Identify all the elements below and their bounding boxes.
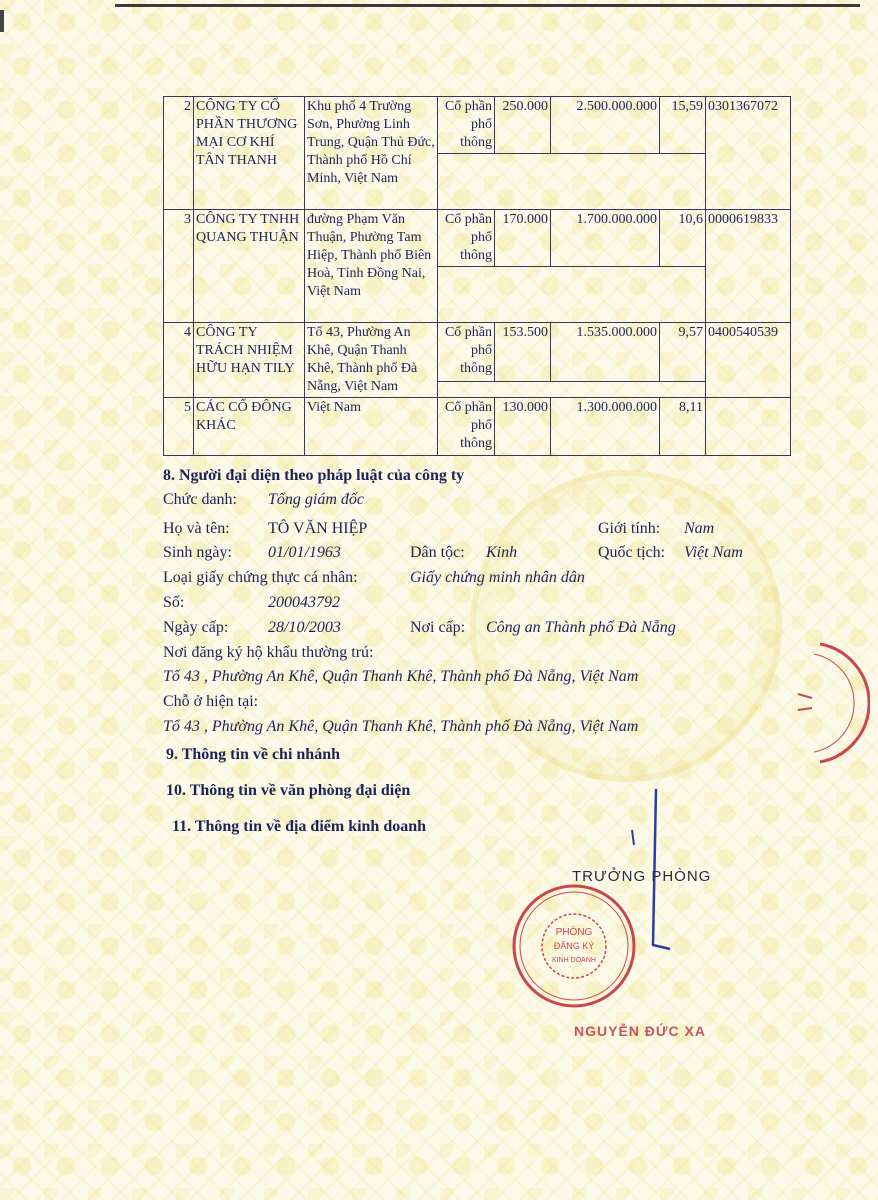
issue-place-label: Nơi cấp: [410, 619, 466, 636]
dob-label: Sinh ngày: [163, 544, 232, 561]
stamp-text-top: PHÒNG [555, 927, 593, 938]
share-type: Cổ phần phổ thông [438, 210, 495, 267]
signer-name: NGUYỄN ĐỨC XA [574, 1023, 706, 1039]
current-address-label: Chỗ ở hiện tại: [163, 693, 259, 710]
registration-number: 0000619833 [706, 210, 791, 323]
idtype-value: Giấy chứng minh nhân dân [410, 569, 585, 586]
partial-stamp-edge [790, 638, 870, 768]
empty-cell [438, 267, 706, 323]
shareholder-address: Tổ 43, Phường An Khê, Quận Thanh Khê, Thành phố Đà Nẵng, Việt Nam [305, 323, 438, 398]
gender-value: Nam [684, 520, 715, 537]
empty-cell [438, 154, 706, 210]
share-quantity: 250.000 [495, 97, 551, 154]
table-row [164, 323, 791, 382]
share-value: 1.700.000.000 [551, 210, 660, 267]
gender-label: Giới tính: [598, 520, 661, 537]
issue-place-value: Công an Thành phố Đà Nẵng [486, 619, 676, 636]
dob-value: 01/01/1963 [268, 544, 341, 561]
share-type: Cổ phần phổ thông [438, 398, 495, 456]
ethnic-label: Dân tộc: [410, 544, 465, 561]
share-percent: 10,6 [660, 210, 706, 267]
share-quantity: 130.000 [495, 398, 551, 456]
residence-label: Nơi đăng ký hộ khẩu thường trú: [163, 644, 374, 661]
name-label: Họ và tên: [163, 520, 230, 537]
issue-date-label: Ngày cấp: [163, 619, 229, 636]
stamp-text-mid: ĐĂNG KÝ [553, 941, 595, 951]
share-quantity: 153.500 [495, 323, 551, 382]
share-value: 1.300.000.000 [551, 398, 660, 456]
row-number: 2 [164, 97, 194, 210]
share-type: Cổ phần phổ thông [438, 323, 495, 382]
ethnic-value: Kinh [486, 544, 518, 561]
nationality-value: Việt Nam [684, 544, 743, 561]
registration-number: 0301367072 [706, 97, 791, 210]
shareholder-name: CÁC CỔ ĐÔNG KHÁC [194, 398, 305, 456]
current-address-value: Tổ 43 , Phường An Khê, Quận Thanh Khê, Thành phố Đà Nẵng, Việt Nam [163, 718, 639, 735]
registration-number: 0400540539 [706, 323, 791, 398]
share-percent: 8,11 [660, 398, 706, 456]
signer-title: TRƯỞNG PHÒNG [572, 868, 712, 885]
office-stamp [510, 882, 638, 1010]
shareholder-name: CÔNG TY TNHH QUANG THUẬN [194, 210, 305, 323]
share-value: 2.500.000.000 [551, 97, 660, 154]
share-type: Cổ phần phổ thông [438, 97, 495, 154]
empty-cell [438, 381, 706, 397]
section-11-heading: 11. Thông tin về địa điểm kinh doanh [172, 818, 427, 835]
id-number-value: 200043792 [268, 594, 340, 611]
shareholders-table [163, 96, 791, 456]
shareholder-address: đường Phạm Văn Thuận, Phường Tam Hiệp, Thành phố Biên Hoà, Tỉnh Đồng Nai, Việt Nam [305, 210, 438, 323]
issue-date-value: 28/10/2003 [268, 619, 341, 636]
shareholder-address: Việt Nam [305, 398, 438, 456]
row-number: 4 [164, 323, 194, 398]
section-8-heading: 8. Người đại diện theo pháp luật của công ty [163, 467, 465, 484]
share-percent: 9,57 [660, 323, 706, 382]
nationality-label: Quốc tịch: [598, 544, 666, 561]
name-value: TÔ VĂN HIỆP [268, 520, 368, 537]
stamp-text-bottom: KINH DOANH [552, 957, 596, 964]
table-row [164, 97, 791, 154]
registration-number [706, 398, 791, 456]
share-value: 1.535.000.000 [551, 323, 660, 382]
shareholder-name: CÔNG TY CỔ PHẦN THƯƠNG MẠI CƠ KHÍ TÂN THANH [194, 97, 305, 210]
section-9-heading: 9. Thông tin về chi nhánh [166, 746, 340, 763]
table-row [164, 210, 791, 267]
shareholder-address: Khu phố 4 Trường Sơn, Phường Linh Trung, Quận Thủ Đức, Thành phố Hồ Chí Minh, Việt Nam [305, 97, 438, 210]
share-quantity: 170.000 [495, 210, 551, 267]
residence-value: Tổ 43 , Phường An Khê, Quận Thanh Khê, Thành phố Đà Nẵng, Việt Nam [163, 668, 639, 685]
id-number-label: Số: [163, 594, 185, 611]
row-number: 3 [164, 210, 194, 323]
position-value: Tổng giám đốc [268, 491, 364, 508]
position-label: Chức danh: [163, 491, 237, 508]
row-number: 5 [164, 398, 194, 456]
shareholder-name: CÔNG TY TRÁCH NHIỆM HỮU HẠN TILY [194, 323, 305, 398]
share-percent: 15,59 [660, 97, 706, 154]
section-10-heading: 10. Thông tin về văn phòng đại diện [166, 782, 411, 799]
page-top-border [115, 4, 860, 7]
idtype-label: Loại giấy chứng thực cá nhân: [163, 569, 358, 586]
scan-edge-mark [0, 10, 4, 32]
table-row [164, 398, 791, 456]
